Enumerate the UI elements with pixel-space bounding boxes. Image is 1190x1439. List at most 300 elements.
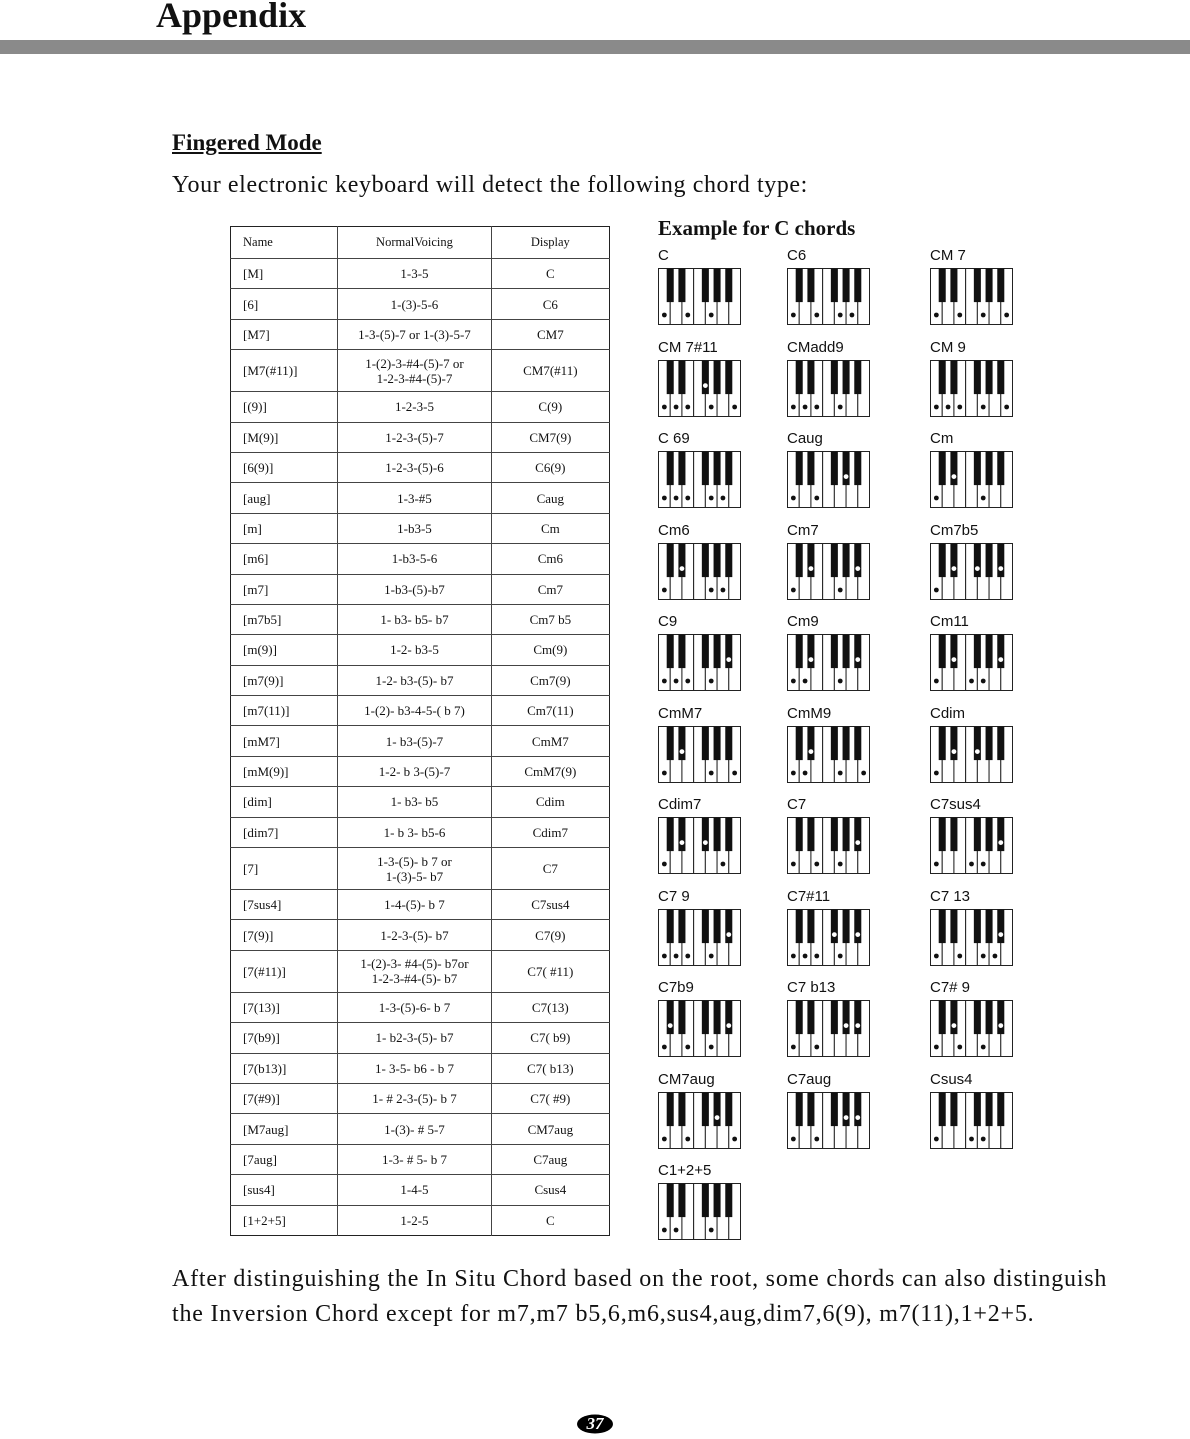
black-key <box>986 543 993 577</box>
chord-note-dot <box>838 313 843 318</box>
chord-note-dot <box>685 496 690 501</box>
black-key <box>796 452 803 486</box>
chord-note-dot <box>685 1045 690 1050</box>
chord-note-dot <box>674 679 679 684</box>
table-row <box>231 513 610 543</box>
table-row <box>231 665 610 695</box>
chord-note-dot <box>709 404 714 409</box>
black-key <box>796 360 803 394</box>
chord-note-dot <box>662 587 667 592</box>
chord-note-dot <box>726 932 731 937</box>
chord-name-cell: [7aug] <box>231 1144 338 1174</box>
black-key <box>986 909 993 943</box>
chord-name-cell: [m7b5] <box>231 604 338 634</box>
piano-keyboard-icon <box>787 451 871 509</box>
black-key <box>831 452 838 486</box>
piano-keyboard-icon <box>930 726 1014 784</box>
chord-name-cell: [M(9)] <box>231 422 338 452</box>
display-cell: C <box>491 259 609 289</box>
display-cell: CmM7(9) <box>491 756 609 786</box>
black-key <box>807 818 814 852</box>
chord-name-cell: [(9)] <box>231 392 338 422</box>
black-key <box>725 726 732 760</box>
chord-note-dot <box>998 1023 1003 1028</box>
table-row <box>231 422 610 452</box>
black-key <box>843 452 850 486</box>
chord-name-cell: [m(9)] <box>231 635 338 665</box>
black-key <box>974 452 981 486</box>
chord-name-cell: [M] <box>231 259 338 289</box>
black-key <box>702 818 709 852</box>
chord-note-dot <box>703 383 708 388</box>
black-key <box>939 360 946 394</box>
chord-note-dot <box>934 404 939 409</box>
black-key <box>725 1184 732 1218</box>
chord-note-dot <box>814 404 819 409</box>
piano-keyboard-icon <box>787 909 871 967</box>
chord-note-dot <box>709 496 714 501</box>
piano-keyboard-icon <box>930 360 1014 418</box>
black-key <box>997 635 1004 669</box>
display-cell: CmM7 <box>491 726 609 756</box>
black-key <box>939 543 946 577</box>
black-key <box>939 818 946 852</box>
chord-name-cell: [7(9)] <box>231 920 338 950</box>
chord-note-dot <box>726 657 731 662</box>
display-cell: Cm7(9) <box>491 665 609 695</box>
black-key <box>667 726 674 760</box>
table-row <box>231 604 610 634</box>
black-key <box>725 1001 732 1035</box>
chord-note-dot <box>685 313 690 318</box>
voicing-cell: 1-(2)- b3-4-5-( b 7) <box>338 696 491 726</box>
voicing-cell: 1-(2)-3- #4-(5)- b7or 1-2-3-#4-(5)- b7 <box>338 950 491 992</box>
chord-note-dot <box>957 953 962 958</box>
chord-example-label: C7#11 <box>787 887 831 905</box>
voicing-cell: 1-(3)-5-6 <box>338 289 491 319</box>
black-key <box>714 635 721 669</box>
black-key <box>831 1001 838 1035</box>
table-row <box>231 350 610 392</box>
piano-keyboard-icon <box>930 451 1014 509</box>
black-key <box>702 1001 709 1035</box>
black-key <box>678 1092 685 1126</box>
table-row <box>231 1114 610 1144</box>
black-key <box>950 1001 957 1035</box>
black-key <box>974 818 981 852</box>
voicing-cell: 1- b 3- b5-6 <box>338 817 491 847</box>
chord-example-label: Cdim <box>930 704 966 722</box>
chord-name-cell: [aug] <box>231 483 338 513</box>
black-key <box>667 452 674 486</box>
black-key <box>714 726 721 760</box>
voicing-cell: 1-2- b3-(5)- b7 <box>338 665 491 695</box>
black-key <box>974 543 981 577</box>
black-key <box>725 452 732 486</box>
chord-note-dot <box>791 862 796 867</box>
black-key <box>997 543 1004 577</box>
black-key <box>986 1001 993 1035</box>
chord-note-dot <box>844 1023 849 1028</box>
black-key <box>997 818 1004 852</box>
black-key <box>997 360 1004 394</box>
black-key <box>854 818 861 852</box>
chord-note-dot <box>732 1136 737 1141</box>
voicing-cell: 1- 3-5- b6 - b 7 <box>338 1053 491 1083</box>
piano-keyboard-icon <box>787 543 871 601</box>
chord-note-dot <box>981 862 986 867</box>
chord-note-dot <box>662 1136 667 1141</box>
table-row <box>231 992 610 1022</box>
chord-note-dot <box>998 840 1003 845</box>
column-header-display: Display <box>530 235 570 249</box>
display-cell: C6 <box>491 289 609 319</box>
display-cell: Caug <box>491 483 609 513</box>
black-key <box>843 635 850 669</box>
intro-text: Your electronic keyboard will detect the following chord type: <box>172 172 808 198</box>
black-key <box>714 269 721 303</box>
chord-note-dot <box>998 932 1003 937</box>
black-key <box>939 269 946 303</box>
chord-note-dot <box>998 657 1003 662</box>
piano-keyboard-icon <box>787 726 871 784</box>
piano-keyboard-icon <box>930 909 1014 967</box>
black-key <box>714 1092 721 1126</box>
table-row <box>231 259 610 289</box>
black-key <box>939 1092 946 1126</box>
black-key <box>950 452 957 486</box>
chord-note-dot <box>993 953 998 958</box>
black-key <box>854 909 861 943</box>
chord-note-dot <box>838 953 843 958</box>
chord-example-label: Cm6 <box>658 521 690 539</box>
chord-note-dot <box>957 313 962 318</box>
black-key <box>678 269 685 303</box>
black-key <box>831 818 838 852</box>
table-row <box>231 1144 610 1174</box>
chord-example-label: C6 <box>787 247 807 264</box>
black-key <box>702 269 709 303</box>
black-key <box>950 269 957 303</box>
table-row <box>231 1083 610 1113</box>
chord-note-dot <box>844 1115 849 1120</box>
display-cell: Cm7 <box>491 574 609 604</box>
black-key <box>997 726 1004 760</box>
display-cell: CM7 <box>491 319 609 349</box>
chord-note-dot <box>685 404 690 409</box>
chord-note-dot <box>680 749 685 754</box>
chord-note-dot <box>809 566 814 571</box>
chord-note-dot <box>685 1136 690 1141</box>
chord-note-dot <box>662 862 667 867</box>
voicing-cell: 1-3-(5)- b 7 or 1-(3)-5- b7 <box>338 848 491 890</box>
chord-name-cell: [M7] <box>231 319 338 349</box>
chord-example-label: C9 <box>658 613 678 630</box>
chord-note-dot <box>674 953 679 958</box>
display-cell: Cm(9) <box>491 635 609 665</box>
chord-note-dot <box>732 404 737 409</box>
black-key <box>667 269 674 303</box>
chord-note-dot <box>814 862 819 867</box>
black-key <box>807 360 814 394</box>
piano-keyboard-icon <box>930 543 1014 601</box>
chord-note-dot <box>838 862 843 867</box>
chord-note-dot <box>855 840 860 845</box>
chord-name-cell: [m7(11)] <box>231 696 338 726</box>
piano-keyboard-icon <box>658 451 742 509</box>
table-row <box>231 787 610 817</box>
black-key <box>974 1001 981 1035</box>
chord-note-dot <box>809 657 814 662</box>
table-row <box>231 1205 610 1235</box>
piano-keyboard-icon <box>658 360 742 418</box>
chord-note-dot <box>934 770 939 775</box>
chord-note-dot <box>791 404 796 409</box>
page-number: 37 <box>586 1414 604 1433</box>
chord-note-dot <box>791 953 796 958</box>
voicing-cell: 1- b3-(5)-7 <box>338 726 491 756</box>
piano-keyboard-icon <box>658 268 742 326</box>
black-key <box>807 635 814 669</box>
piano-keyboard-icon <box>658 543 742 601</box>
chord-note-dot <box>803 953 808 958</box>
chord-example-label: Cm11 <box>930 613 969 630</box>
chord-example-label: C7 13 <box>930 887 971 905</box>
chord-example-label: C7 <box>787 796 807 813</box>
black-key <box>796 1092 803 1126</box>
chord-example-label: CMadd9 <box>787 338 844 356</box>
black-key <box>725 543 732 577</box>
black-key <box>796 1001 803 1035</box>
examples-title: Example for C chords <box>658 216 856 240</box>
chord-note-dot <box>981 404 986 409</box>
chord-example-label: CmM9 <box>787 704 832 722</box>
chord-note-dot <box>709 770 714 775</box>
black-key <box>854 269 861 303</box>
chord-name-cell: [m] <box>231 513 338 543</box>
black-key <box>702 452 709 486</box>
black-key <box>807 726 814 760</box>
black-key <box>667 543 674 577</box>
table-row <box>231 319 610 349</box>
page-header-title: Appendix <box>156 0 307 35</box>
piano-keyboard-icon <box>930 817 1014 875</box>
voicing-cell: 1-2-3-(5)-6 <box>338 452 491 482</box>
black-key <box>667 1092 674 1126</box>
chord-example-label: C7sus4 <box>930 796 981 813</box>
black-key <box>807 1001 814 1035</box>
chord-note-dot <box>946 404 951 409</box>
black-key <box>725 818 732 852</box>
black-key <box>702 635 709 669</box>
black-key <box>843 543 850 577</box>
piano-keyboard-icon <box>930 634 1014 692</box>
chord-note-dot <box>934 587 939 592</box>
chord-example-label: CM 7 <box>930 247 966 264</box>
black-key <box>950 909 957 943</box>
chord-note-dot <box>662 313 667 318</box>
chord-name-cell: [dim7] <box>231 817 338 847</box>
piano-keyboard-icon <box>787 817 871 875</box>
chord-type-table <box>230 226 610 1236</box>
chord-name-cell: [7(#9)] <box>231 1083 338 1113</box>
chord-name-cell: [6(9)] <box>231 452 338 482</box>
black-key <box>714 909 721 943</box>
black-key <box>950 360 957 394</box>
black-key <box>678 543 685 577</box>
black-key <box>974 726 981 760</box>
black-key <box>986 1092 993 1126</box>
chord-note-dot <box>791 1136 796 1141</box>
display-cell: C7aug <box>491 1144 609 1174</box>
chord-name-cell: [7(b9)] <box>231 1023 338 1053</box>
chord-note-dot <box>1004 404 1009 409</box>
chord-example-label: C 69 <box>658 430 690 447</box>
voicing-cell: 1-4-(5)- b 7 <box>338 890 491 920</box>
table-row <box>231 544 610 574</box>
chord-name-cell: [7(13)] <box>231 992 338 1022</box>
black-key <box>986 269 993 303</box>
piano-keyboard-icon <box>930 1000 1014 1058</box>
chord-note-dot <box>721 496 726 501</box>
black-key <box>939 1001 946 1035</box>
chord-note-dot <box>838 770 843 775</box>
table-header-row <box>231 227 610 259</box>
chord-name-cell: [M7aug] <box>231 1114 338 1144</box>
black-key <box>714 452 721 486</box>
black-key <box>702 1092 709 1126</box>
black-key <box>702 909 709 943</box>
black-key <box>950 818 957 852</box>
voicing-cell: 1-(2)-3-#4-(5)-7 or 1-2-3-#4-(5)-7 <box>338 350 491 392</box>
chord-note-dot <box>981 1136 986 1141</box>
chord-name-cell: [6] <box>231 289 338 319</box>
chord-name-cell: [7] <box>231 848 338 890</box>
black-key <box>986 726 993 760</box>
chord-note-dot <box>662 1228 667 1233</box>
chord-name-cell: [7(#11)] <box>231 950 338 992</box>
chord-note-dot <box>952 474 957 479</box>
piano-keyboard-icon <box>658 909 742 967</box>
black-key <box>843 818 850 852</box>
chord-example-label: C7 b13 <box>787 979 836 996</box>
chord-note-dot <box>662 404 667 409</box>
black-key <box>796 543 803 577</box>
chord-note-dot <box>662 679 667 684</box>
chord-note-dot <box>803 679 808 684</box>
black-key <box>796 818 803 852</box>
chord-note-dot <box>791 587 796 592</box>
black-key <box>725 269 732 303</box>
black-key <box>986 360 993 394</box>
chord-note-dot <box>934 1136 939 1141</box>
chord-note-dot <box>668 1023 673 1028</box>
black-key <box>796 635 803 669</box>
chord-note-dot <box>709 1228 714 1233</box>
chord-note-dot <box>732 770 737 775</box>
chord-note-dot <box>814 496 819 501</box>
chord-name-cell: [m7(9)] <box>231 665 338 695</box>
chord-name-cell: [7(b13)] <box>231 1053 338 1083</box>
chord-note-dot <box>975 566 980 571</box>
display-cell: C7( #9) <box>491 1083 609 1113</box>
voicing-cell: 1-4-5 <box>338 1175 491 1205</box>
display-cell: C7( #11) <box>491 950 609 992</box>
display-cell: Cm7 b5 <box>491 604 609 634</box>
chord-note-dot <box>855 657 860 662</box>
black-key <box>725 909 732 943</box>
chord-name-cell: [mM7] <box>231 726 338 756</box>
black-key <box>796 269 803 303</box>
chord-note-dot <box>814 953 819 958</box>
piano-keyboard-icon <box>787 1092 871 1150</box>
black-key <box>831 1092 838 1126</box>
column-header-name: Name <box>231 227 338 259</box>
chord-note-dot <box>662 1045 667 1050</box>
chord-note-dot <box>855 566 860 571</box>
chord-example-label: CM 9 <box>930 338 966 356</box>
chord-note-dot <box>791 679 796 684</box>
black-key <box>843 726 850 760</box>
chord-note-dot <box>662 770 667 775</box>
black-key <box>831 726 838 760</box>
black-key <box>974 1092 981 1126</box>
chord-example-label: C <box>658 247 669 264</box>
chord-example-label: Csus4 <box>930 1070 973 1088</box>
black-key <box>831 909 838 943</box>
chord-note-dot <box>685 953 690 958</box>
black-key <box>854 1001 861 1035</box>
chord-note-dot <box>855 932 860 937</box>
chord-example-label: CmM7 <box>658 704 703 722</box>
black-key <box>725 1092 732 1126</box>
chord-note-dot <box>952 1023 957 1028</box>
chord-note-dot <box>981 496 986 501</box>
table-row <box>231 920 610 950</box>
chord-name-cell: [m6] <box>231 544 338 574</box>
piano-keyboard-icon <box>658 726 742 784</box>
black-key <box>854 360 861 394</box>
chord-note-dot <box>715 1115 720 1120</box>
black-key <box>986 452 993 486</box>
black-key <box>974 269 981 303</box>
chord-note-dot <box>981 953 986 958</box>
black-key <box>843 1092 850 1126</box>
voicing-cell: 1- # 2-3-(5)- b 7 <box>338 1083 491 1113</box>
black-key <box>702 360 709 394</box>
chord-name-cell: [sus4] <box>231 1175 338 1205</box>
piano-keyboard-icon <box>787 1000 871 1058</box>
outro-text: After distinguishing the In Situ Chord based on the root, some chords can also distinguish the Inversion Chord except for m7,m7 b5,6,m6,sus4,aug,dim7,6(9), m7(11),1+2+5. <box>172 1266 1108 1327</box>
black-key <box>939 635 946 669</box>
chord-note-dot <box>969 862 974 867</box>
piano-keyboard-icon <box>658 817 742 875</box>
chord-note-dot <box>803 404 808 409</box>
table-row <box>231 817 610 847</box>
piano-keyboard-icon <box>658 1183 742 1241</box>
display-cell: C6(9) <box>491 452 609 482</box>
chord-note-dot <box>957 404 962 409</box>
piano-keyboard-icon <box>658 1092 742 1150</box>
black-key <box>950 1092 957 1126</box>
black-key <box>854 726 861 760</box>
black-key <box>702 726 709 760</box>
chord-note-dot <box>981 313 986 318</box>
chord-name-cell: [7sus4] <box>231 890 338 920</box>
chord-note-dot <box>791 496 796 501</box>
chord-note-dot <box>957 1045 962 1050</box>
chord-note-dot <box>832 932 837 937</box>
